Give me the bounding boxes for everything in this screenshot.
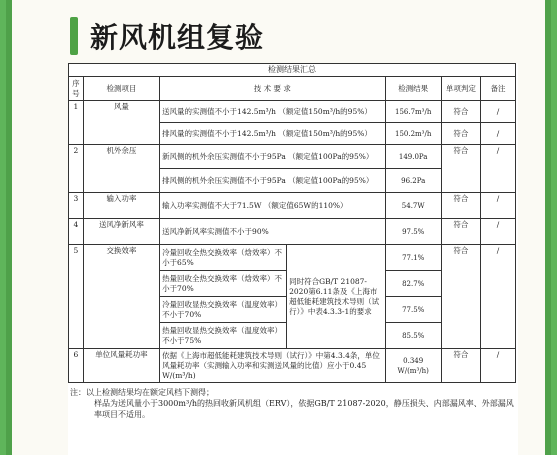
row-result: 77.5% <box>385 297 441 323</box>
notes <box>68 383 518 420</box>
row-requirement: 排风量的实测值不小于142.5m³/h （额定值150m³/h的95%） <box>160 123 386 145</box>
row-requirement: 热量回收显热交换效率（温度效率）不小于75% <box>160 323 287 349</box>
document-scan <box>68 63 518 455</box>
row-item: 输入功率 <box>83 193 159 219</box>
header-result: 检测结果 <box>385 77 441 101</box>
row-judgement: 符合 <box>441 101 480 123</box>
row-result: 85.5% <box>385 323 441 349</box>
row-result: 82.7% <box>385 271 441 297</box>
row-judgement: 符合 <box>441 145 480 193</box>
row-judgement: 符合 <box>441 193 480 219</box>
row-requirement: 冷量回收显热交换效率（温度效率）不小于70% <box>160 297 287 323</box>
row-result: 54.7W <box>385 193 441 219</box>
row-requirement: 冷量回收全热交换效率（焓效率）不小于65% <box>160 245 287 271</box>
row-seq: 2 <box>69 145 84 193</box>
row-remark: / <box>480 101 515 123</box>
row-item: 风量 <box>83 101 159 145</box>
row-result: 149.0Pa <box>385 145 441 169</box>
row-requirement: 热量回收全热交换效率（焓效率）不小于70% <box>160 271 287 297</box>
note-line-2: 样品为送风量小于3000m³/h的热回收新风机组（ERV），依据GB/T 21087-2020，静压损失、内部漏风率、外部漏风率项目不适用。 <box>94 399 514 419</box>
row-requirement: 输入功率实测值不大于71.5W （额定值65W的110%） <box>160 193 386 219</box>
row-seq: 4 <box>69 219 84 245</box>
table-caption: 检测结果汇总 <box>69 64 516 77</box>
row-result: 77.1% <box>385 245 441 271</box>
row-remark: / <box>480 193 515 219</box>
row-remark: / <box>480 123 515 145</box>
row-result: 96.2Pa <box>385 169 441 193</box>
row-result: 97.5% <box>385 219 441 245</box>
row-item: 送风净新风率 <box>83 219 159 245</box>
row-result: 0.349 W/(m³/h) <box>385 349 441 383</box>
row-result: 150.2m³/h <box>385 123 441 145</box>
row-seq: 6 <box>69 349 84 383</box>
header-remark: 备注 <box>480 77 515 101</box>
row-judgement: 符合 <box>441 349 480 383</box>
row-item: 单位风量耗功率 <box>83 349 159 383</box>
row-judgement: 符合 <box>441 219 480 245</box>
row-remark: / <box>480 145 515 193</box>
row-item: 机外余压 <box>83 145 159 193</box>
row-result: 156.7m³/h <box>385 101 441 123</box>
row-requirement: 送风净新风率实测值不小于90% <box>160 219 386 245</box>
row-seq: 3 <box>69 193 84 219</box>
title-accent-bar <box>70 17 78 55</box>
row-judgement: 符合 <box>441 123 480 145</box>
row-requirement: 排风侧的机外余压实测值不小于95Pa （额定值100Pa的95%） <box>160 169 386 193</box>
row-item: 交换效率 <box>83 245 159 349</box>
title-bar <box>70 12 264 60</box>
header-seq: 序号 <box>69 77 84 101</box>
row-requirement: 依据《上海市超低能耗建筑技术导则（试行）》中第4.3.4条，单位风量耗功率（实测输入功率和实测送风量的比值）应小于0.45 W/(m³/h) <box>160 349 386 383</box>
row-requirement: 送风量的实测值不小于142.5m³/h （额定值150m³/h的95%） <box>160 101 386 123</box>
row-requirement: 新风侧的机外余压实测值不小于95Pa （额定值100Pa的95%） <box>160 145 386 169</box>
page-title: 新风机组复验 <box>90 21 265 54</box>
row-standard: 同时符合GB/T 21087-2020第6.11条及《上海市超低能耗建筑技术导则（试行）》中表4.3.3-1的要求 <box>287 245 385 349</box>
row-remark: / <box>480 349 515 383</box>
header-item: 检测项目 <box>83 77 159 101</box>
result-table <box>68 63 516 383</box>
header-judgement: 单项判定 <box>441 77 480 101</box>
row-seq: 5 <box>69 245 84 349</box>
row-remark: / <box>480 219 515 245</box>
note-line-1: 注：以上检测结果均在额定风档下测得； <box>70 388 214 397</box>
row-remark: / <box>480 245 515 349</box>
row-seq: 1 <box>69 101 84 145</box>
row-judgement: 符合 <box>441 245 480 349</box>
header-requirement: 技 术 要 求 <box>160 77 386 101</box>
page-frame <box>6 0 551 455</box>
